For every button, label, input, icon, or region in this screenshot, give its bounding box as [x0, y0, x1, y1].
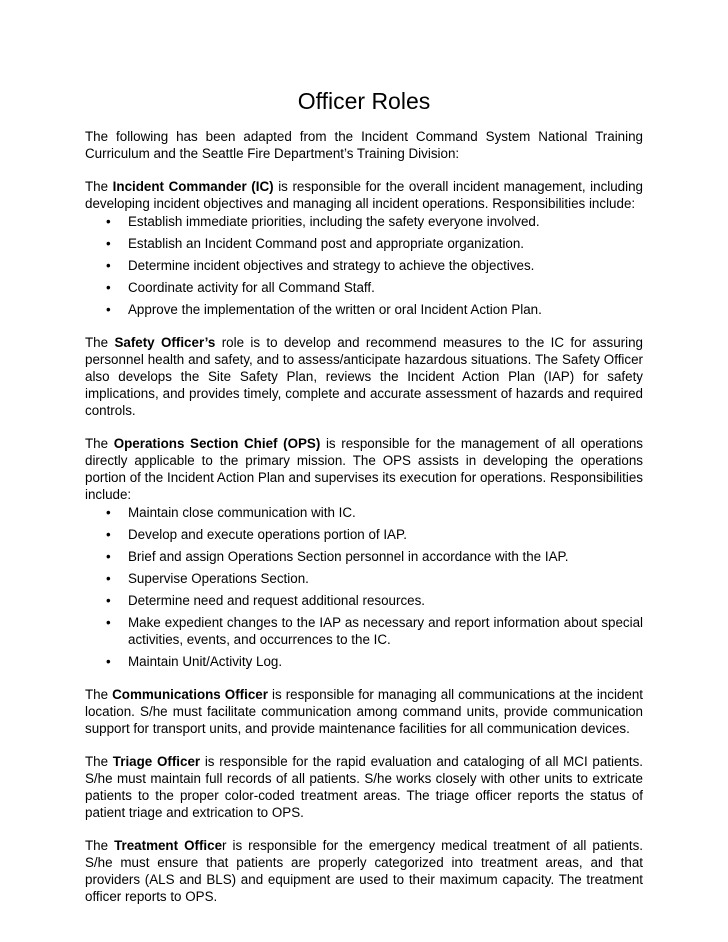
list-item — [85, 257, 643, 274]
treatment-prefix: The — [85, 838, 115, 853]
triage-paragraph — [85, 753, 643, 821]
list-item-text: Maintain close communication with IC. — [128, 505, 356, 520]
ops-role: Operations Section Chief (OPS) — [113, 436, 321, 451]
bullet: • — [106, 302, 111, 317]
comms-role: Communications Officer — [112, 687, 268, 702]
safety-prefix: The — [85, 335, 115, 350]
list-item-text: Determine incident objectives and strategy to achieve the objectives. — [128, 258, 535, 273]
ic-responsibilities-list — [85, 213, 643, 318]
comms-prefix: The — [85, 687, 113, 702]
list-item — [85, 235, 643, 252]
safety-paragraph — [85, 334, 643, 419]
ic-paragraph — [85, 178, 643, 212]
list-item — [85, 279, 643, 296]
bullet: • — [106, 258, 111, 273]
intro-paragraph: The following has been adapted from the Incident Command System National Training Curriculum and the Seattle Fire Department’s Training Division: — [85, 129, 643, 161]
list-item — [85, 592, 643, 609]
triage-prefix: The — [85, 754, 113, 769]
bullet: • — [106, 593, 111, 608]
list-item-text: Develop and execute operations portion of IAP. — [128, 527, 407, 542]
list-item — [85, 614, 643, 648]
list-item — [85, 526, 643, 543]
list-item — [85, 301, 643, 318]
list-item — [85, 653, 643, 670]
ic-prefix: The — [85, 179, 113, 194]
bullet: • — [106, 571, 111, 586]
list-item — [85, 213, 643, 230]
list-item-text: Establish an Incident Command post and appropriate organization. — [128, 236, 525, 251]
list-item-text: Maintain Unit/Activity Log. — [128, 654, 283, 669]
document-page — [85, 86, 643, 921]
page-title: Officer Roles — [297, 88, 431, 114]
bullet: • — [106, 236, 111, 251]
ops-prefix: The — [85, 436, 114, 451]
triage-text: is responsible for the rapid evaluation and cataloging of all MCI patients. S/he must maintain full records of all patients. S/he works closely with other units to extricate patients to the proper color-coded treatment areas. The triage officer reports the status of patient triage and extrication to OPS. — [85, 754, 644, 820]
list-item — [85, 570, 643, 587]
list-item-text: Make expedient changes to the IAP as necessary and report information about special activities, events, and occurrences to the IC. — [128, 615, 643, 647]
treatment-role: Treatment Office — [114, 838, 223, 853]
bullet: • — [106, 654, 111, 669]
ops-paragraph — [85, 435, 643, 503]
safety-role: Safety Officer’s — [114, 335, 216, 350]
safety-text: role is to develop and recommend measures to the IC for assuring personnel health and safety, and to assess/anticipate hazardous situations. The Safety Officer also develops the Site Safety Plan, reviews the Incident Action Plan (IAP) for safety implications, and provides timely, complete and accurate assessment of hazards and required controls. — [85, 335, 643, 418]
comms-paragraph — [85, 686, 643, 737]
list-item — [85, 504, 643, 521]
bullet: • — [106, 527, 111, 542]
list-item-text: Brief and assign Operations Section personnel in accordance with the IAP. — [128, 549, 569, 564]
treatment-paragraph — [85, 837, 643, 905]
list-item-text: Determine need and request additional resources. — [128, 593, 426, 608]
bullet: • — [106, 214, 111, 229]
list-item-text: Coordinate activity for all Command Staff. — [128, 280, 375, 295]
ops-responsibilities-list — [85, 504, 643, 670]
list-item — [85, 548, 643, 565]
bullet: • — [106, 615, 111, 630]
triage-role: Triage Officer — [112, 754, 201, 769]
ic-role: Incident Commander (IC) — [112, 179, 274, 194]
comms-text: is responsible for managing all communications at the incident location. S/he must facilitate communication among command units, provide communication support for transport units, and provide maintenance facilities for all communication devices. — [85, 687, 643, 736]
ops-text: is responsible for the management of all operations directly applicable to the primary mission. The OPS assists in developing the operations portion of the Incident Action Plan and supervises its execution for operations. Responsibilities include: — [85, 436, 643, 502]
list-item-text: Establish immediate priorities, including the safety everyone involved. — [128, 214, 540, 229]
bullet: • — [106, 505, 111, 520]
ic-text: is responsible for the overall incident management, including developing incident objectives and managing all incident operations. Responsibilities include: — [85, 179, 644, 211]
bullet: • — [106, 280, 111, 295]
list-item-text: Supervise Operations Section. — [128, 571, 309, 586]
bullet: • — [106, 549, 111, 564]
list-item-text: Approve the implementation of the written or oral Incident Action Plan. — [128, 302, 542, 317]
treatment-text: r is responsible for the emergency medical treatment of all patients. S/he must ensure that patients are properly categorized into treatment areas, and that providers (ALS and BLS) and equipment are used to their maximum capacity. The treatment officer reports to OPS. — [85, 838, 643, 904]
